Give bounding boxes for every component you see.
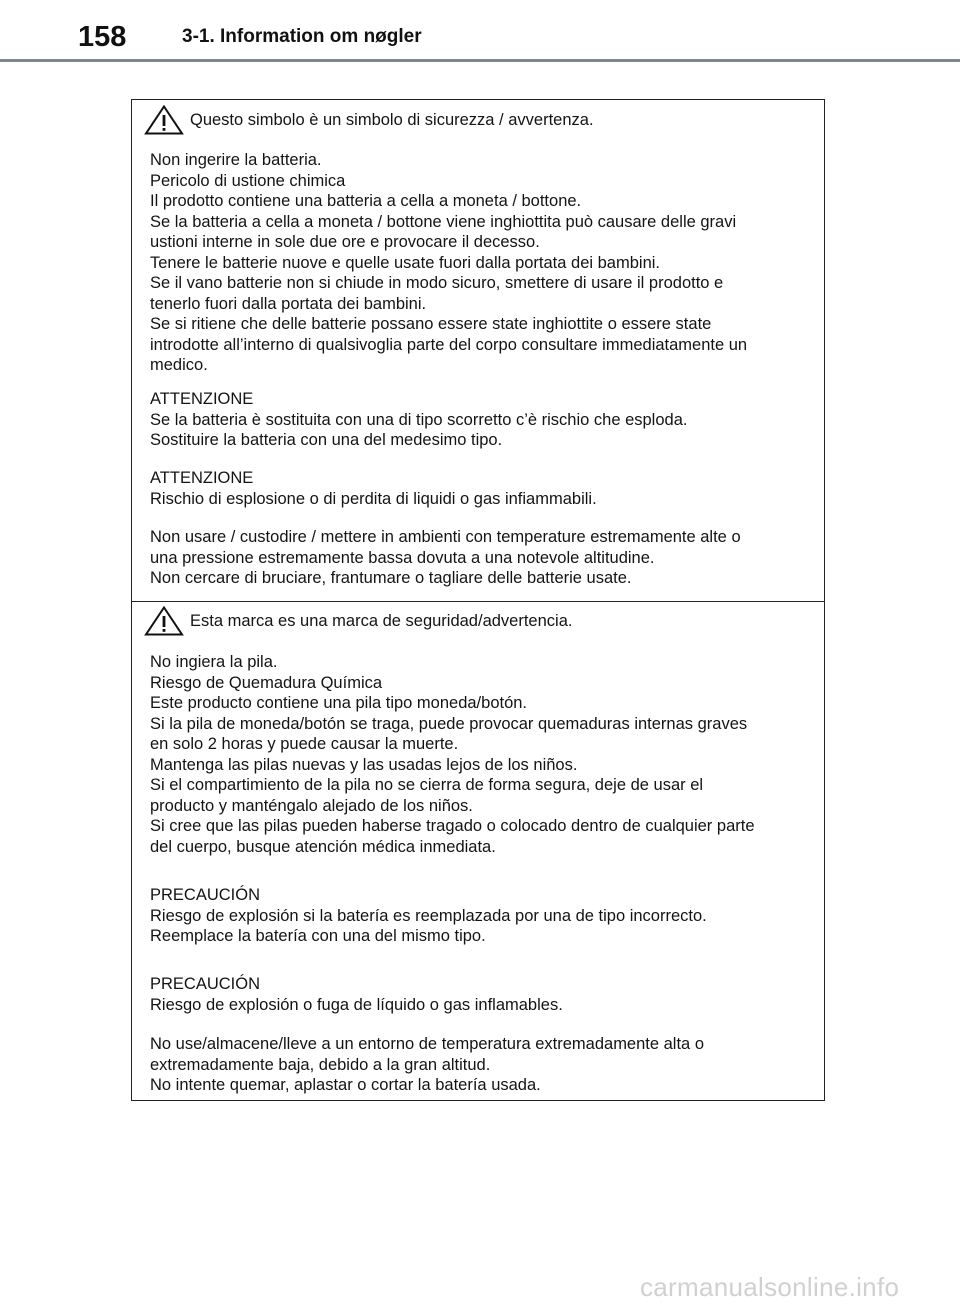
watermark: carmanualsonline.info [640,1272,900,1302]
text-line: Non usare / custodire / mettere in ambienti con temperature estremamente alte o [150,528,741,546]
text-line: Pericolo di ustione chimica [150,171,346,190]
text-line: en solo 2 horas y puede causar la muerte. [150,735,459,753]
text-line: No use/almacene/lleve a un entorno de temperatura extremadamente alta o [150,1035,704,1053]
text-line: Se il vano batterie non si chiude in modo sicuro, smettere di usare il prodotto e [150,274,724,292]
text-line: ATTENZIONE [150,390,254,408]
text-line: Si cree que las pilas pueden haberse tragado o colocado dentro de cualquier parte [150,817,755,835]
spanish-ingestion-warning [150,652,814,857]
text-line: Se la batteria è sostituita con una di tipo scorretto c’è rischio che esploda. [150,410,688,429]
spanish-warning-header [144,604,572,638]
section-title: 3-1. Information om nøgler [182,26,422,47]
text-line: Riesgo de explosión o fuga de líquido o gas inflamables. [150,995,563,1014]
text-line: medico. [150,356,208,374]
text-line: Riesgo de explosión si la batería es reemplazada por una de tipo incorrecto. [150,906,707,925]
text-line: ATTENZIONE [150,469,254,487]
text-line: PRECAUCIÓN [150,886,261,904]
header-divider [0,59,960,62]
text-line: Non ingerire la batteria. [150,151,322,169]
italian-environment-warning [150,527,814,589]
text-line: Il prodotto contiene una batteria a cella a moneta / bottone. [150,192,582,210]
spanish-environment-warning [150,1034,814,1096]
battery-warning-box [131,99,825,1101]
warning-triangle-icon [144,606,184,636]
text-line: Se si ritiene che delle batterie possano essere state inghiottite o essere state [150,315,712,333]
text-line: una pressione estremamente bassa dovuta a una notevole altitudine. [150,548,655,567]
text-line: Si el compartimiento de la pila no se cierra de forma segura, deje de usar el [150,776,704,794]
spanish-caution-replacement [150,885,814,947]
spanish-warning-section [132,602,824,1100]
text-line: Non cercare di bruciare, frantumare o tagliare delle batterie usate. [150,569,632,587]
text-line: Mantenga las pilas nuevas y las usadas lejos de los niños. [150,755,578,774]
italian-warning-section [132,100,824,602]
warning-triangle-icon [144,105,184,135]
italian-warning-header [144,103,594,137]
italian-caution-replacement [150,389,814,451]
text-line: Tenere le batterie nuove e quelle usate fuori dalla portata dei bambini. [150,253,661,272]
warning-symbol-text: Questo simbolo è un simbolo di sicurezza / avvertenza. [190,111,594,129]
text-line: Se la batteria a cella a moneta / bottone viene inghiottita può causare delle gravi [150,212,737,231]
text-line: Rischio di esplosione o di perdita di liquidi o gas infiammabili. [150,489,597,508]
text-line: No ingiera la pila. [150,653,278,671]
page-header [0,0,960,62]
spanish-caution-leak [150,974,814,1015]
text-line: del cuerpo, busque atención médica inmediata. [150,837,496,856]
text-line: producto y manténgalo alejado de los niños. [150,796,473,815]
italian-caution-leak [150,468,814,509]
text-line: tenerlo fuori dalla portata dei bambini. [150,294,427,313]
text-line: extremadamente baja, debido a la gran altitud. [150,1055,491,1074]
text-line: Este producto contiene una pila tipo moneda/botón. [150,694,528,712]
text-line: introdotte all’interno di qualsivoglia parte del corpo consultare immediatamente un [150,335,748,354]
text-line: PRECAUCIÓN [150,975,261,993]
text-line: Sostituire la batteria con una del medesimo tipo. [150,431,503,449]
warning-symbol-text: Esta marca es una marca de seguridad/advertencia. [190,612,573,630]
text-line: No intente quemar, aplastar o cortar la batería usada. [150,1076,541,1094]
page-number: 158 [78,21,127,53]
text-line: ustioni interne in sole due ore e provocare il decesso. [150,233,540,251]
text-line: Reemplace la batería con una del mismo tipo. [150,927,486,945]
text-line: Riesgo de Quemadura Química [150,673,383,692]
text-line: Si la pila de moneda/botón se traga, puede provocar quemaduras internas graves [150,714,748,733]
italian-ingestion-warning [150,150,814,376]
